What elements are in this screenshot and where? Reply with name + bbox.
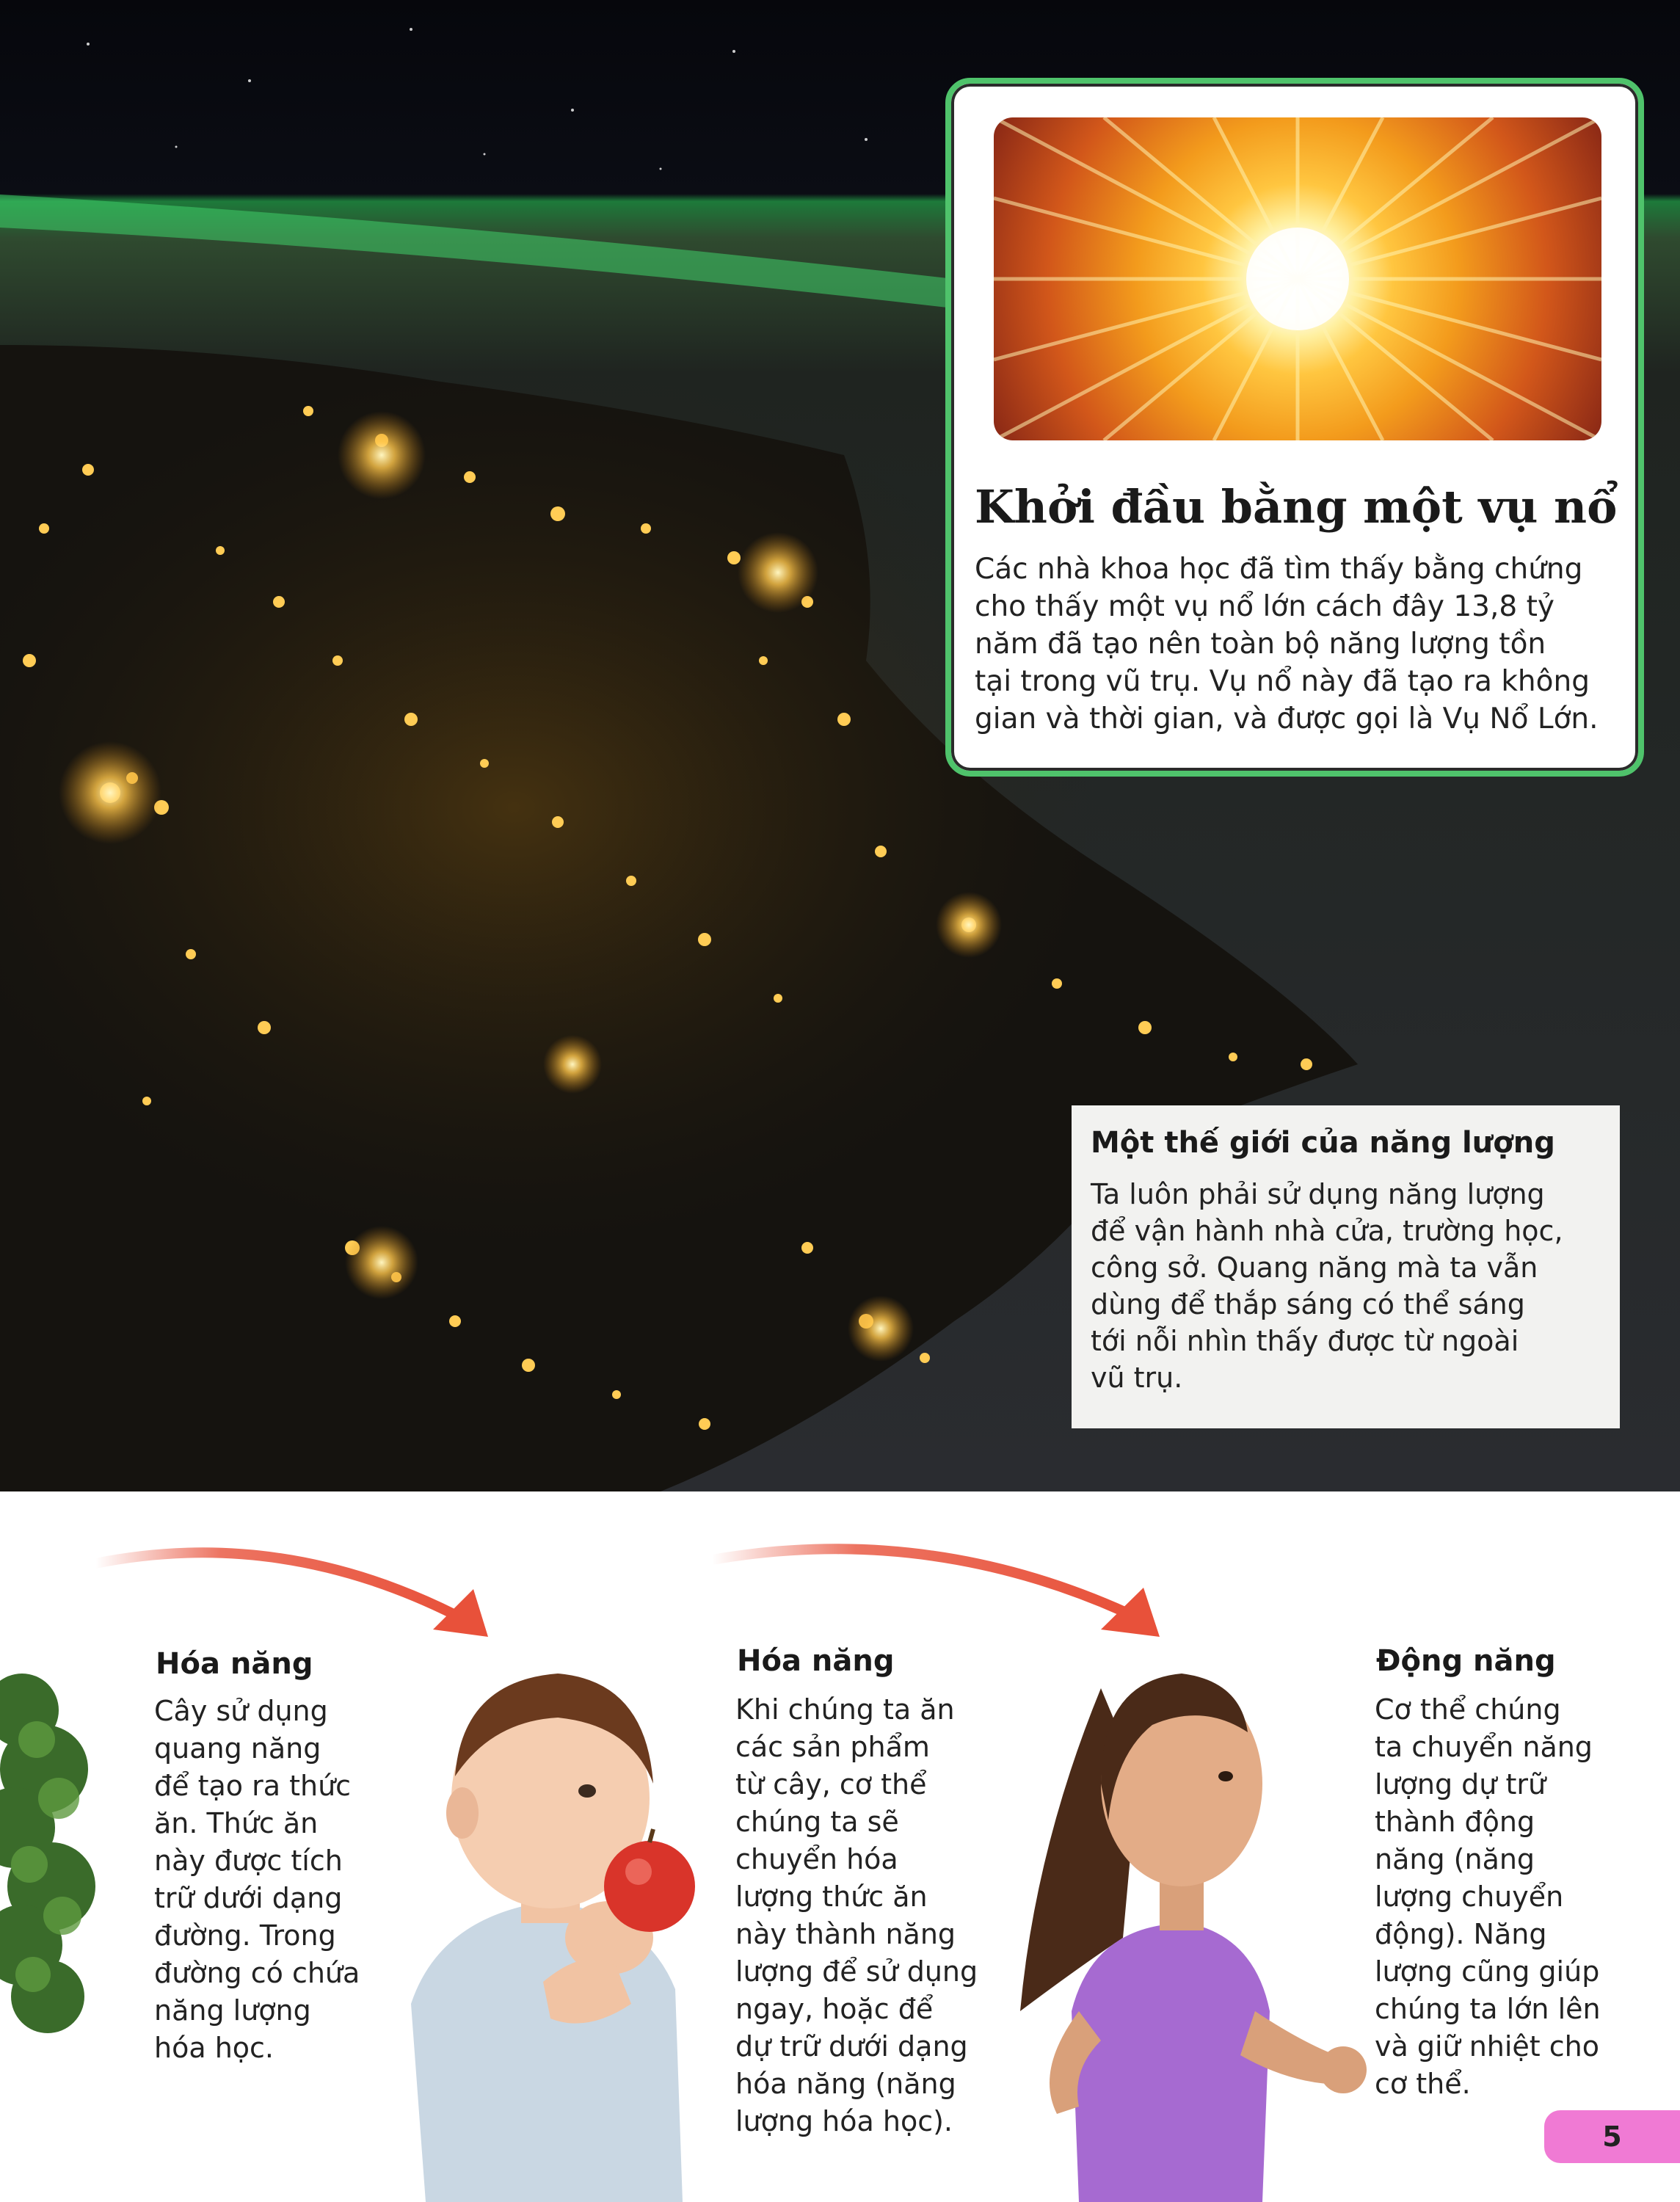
world-of-energy-box [1072,1105,1620,1428]
text-line: vũ trụ. [1091,1362,1183,1394]
text-line: từ cây, cơ thể [735,1768,927,1801]
text-line: ăn. Thức ăn [154,1807,319,1839]
text-line: tại trong vũ trụ. Vụ nổ này đã tạo ra không [975,665,1590,698]
text-line: chúng ta lớn lên [1375,1993,1601,2025]
text-line: lượng hóa học). [735,2105,953,2137]
big-bang-explosion-image [994,117,1601,440]
text-line: ngay, hoặc để [735,1993,934,2025]
text-line: này thành năng [735,1918,956,1950]
text-line: lượng chuyển [1375,1881,1564,1913]
column-2-heading: Hóa năng [737,1644,895,1678]
text-line: và giữ nhiệt cho [1375,2030,1600,2063]
curved-arrow-icon [88,1534,499,1652]
text-line: cho thấy một vụ nổ lớn cách đây 13,8 tỷ [975,590,1554,623]
text-line: quang năng [154,1732,321,1765]
girl-running-image [991,1629,1402,2202]
text-line: tới nỗi nhìn thấy được từ ngoài [1091,1325,1519,1357]
page-number-badge: 5 [1544,2110,1680,2163]
world-of-energy-title: Một thế giới của năng lượng [1091,1126,1555,1160]
text-line: dự trữ dưới dạng [735,2030,968,2063]
text-line: lượng thức ăn [735,1881,928,1913]
text-line: Cơ thể chúng [1375,1693,1561,1726]
text-line: gian và thời gian, và được gọi là Vụ Nổ Lớn. [975,702,1599,735]
text-line: năng (năng [1375,1843,1535,1875]
boy-eating-apple-image [396,1637,705,2202]
text-line: này được tích [154,1845,343,1877]
text-line: lượng dự trữ [1375,1768,1546,1801]
world-of-energy-paragraph [1091,1176,1601,1396]
text-line: để vận hành nhà cửa, trường học, [1091,1215,1563,1247]
text-line: Các nhà khoa học đã tìm thấy bằng chứng [975,553,1583,586]
text-line: công sở. Quang năng mà ta vẫn [1091,1251,1538,1284]
big-bang-paragraph [975,550,1635,738]
text-line: Khi chúng ta ăn [735,1693,955,1726]
tree-image [0,1666,103,2077]
text-line: để tạo ra thức [154,1770,352,1802]
text-line: lượng cũng giúp [1375,1955,1600,1988]
column-1-heading: Hóa năng [156,1647,313,1681]
text-line: cơ thể. [1375,2068,1471,2100]
text-line: năng lượng [154,1994,311,2027]
column-1-paragraph [154,1693,360,2067]
text-line: chuyển hóa [735,1843,898,1875]
text-line: dùng để thắp sáng có thể sáng [1091,1288,1525,1320]
big-bang-title: Khởi đầu bằng một vụ nổ [975,480,1618,534]
column-3-paragraph [1375,1691,1601,2103]
text-line: động). Năng [1375,1918,1547,1950]
text-line: đường có chứa [154,1957,360,1989]
text-line: Cây sử dụng [154,1695,328,1727]
text-line: lượng để sử dụng [735,1955,978,1988]
text-line: hóa năng (năng [735,2068,956,2100]
text-line: hóa học. [154,2032,274,2064]
text-line: đường. Trong [154,1919,336,1952]
text-line: thành động [1375,1806,1535,1838]
big-bang-info-box [945,78,1644,777]
text-line: trữ dưới dạng [154,1882,343,1914]
text-line: năm đã tạo nên toàn bộ năng lượng tồn [975,628,1546,661]
column-3-heading: Động năng [1376,1644,1556,1678]
text-line: ta chuyển năng [1375,1731,1593,1763]
text-line: chúng ta sẽ [735,1806,899,1838]
text-line: Ta luôn phải sử dụng năng lượng [1091,1178,1545,1210]
text-line: các sản phẩm [735,1731,930,1763]
column-2-paragraph [735,1691,978,2140]
